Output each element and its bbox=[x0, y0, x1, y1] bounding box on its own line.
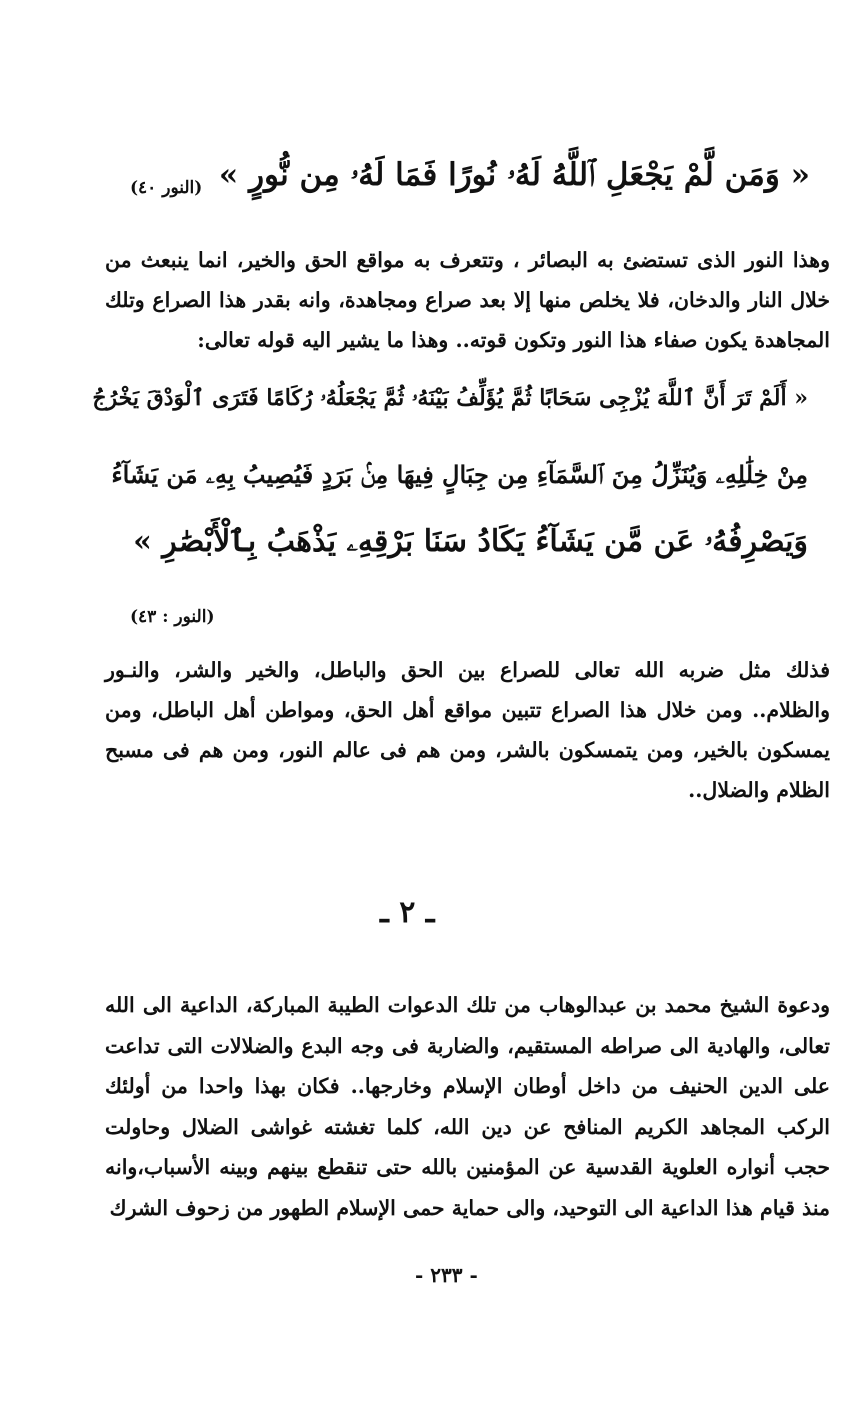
quran-verse-2-line-1: « أَلَمْ تَرَ أَنَّ ٱللَّهَ يُزْجِى سَحَابًا ثُمَّ يُؤَلِّفُ بَيْنَهُۥ ثُمَّ يَجْعَلُهُۥ رُكَامًا فَتَرَى ٱلْوَدْقَ يَخْرُجُ bbox=[92, 385, 808, 411]
paragraph-1: وهذا النور الذى تستضئ به البصائر ، وتتعرف به مواقع الحق والخير، انما ينبعث من خلال النار والدخان، فلا يخلص منها إلا بعد صراع ومجاهدة، وانه بقدر هذا الصراع وتلك المجاهدة يكون صفاء هذا النور وتكون قوته.. وهذا ما يشير اليه قوله تعالى: bbox=[105, 248, 830, 352]
verse-1-reference: (النور ٤٠) bbox=[130, 178, 203, 198]
quran-verse-2-line-2: مِنْ خِلَٰلِهِۦ وَيُنَزِّلُ مِنَ ٱلسَّمَآءِ مِن جِبَالٍ فِيهَا مِنۢ بَرَدٍ فَيُصِيبُ بِهِۦ مَن يَشَآءُ bbox=[111, 460, 808, 489]
quran-verse-1: « وَمَن لَّمْ يَجْعَلِ ٱللَّهُ لَهُۥ نُورًا فَمَا لَهُۥ مِن نُّورٍ » bbox=[218, 157, 810, 193]
page-number: - ٢٣٣ - bbox=[415, 1263, 478, 1287]
section-number: ـ ٢ ـ bbox=[380, 895, 435, 930]
verse-2-reference: (النور : ٤٣) bbox=[130, 607, 215, 627]
paragraph-3: ودعوة الشيخ محمد بن عبدالوهاب من تلك الدعوات الطيبة المباركة، الداعية الى الله تعالى، والهادية الى صراطه المستقيم، والضاربة فى وجه البدع والضلالات التى تداعت على الدين الحنيف من داخل أوطان الإسلام وخارجها.. فكان بهذا واحدا من أولئك الركب المجاهد الكريم المنافح عن دين الله، كلما تغشته غواشى الضلال وحاولت حجب أنواره العلوية القدسية عن المؤمنين بالله حتى تنقطع بينهم وبينه الأسباب،وانه منذ قيام هذا الداعية الى التوحيد، والى حماية حمى الإسلام الطهور من زحوف الشرك bbox=[105, 993, 830, 1220]
paragraph-2: فذلك مثل ضربه الله تعالى للصراع بين الحق والباطل، والخير والشر، والنـور والظلام.. ومن خلال هذا الصراع تتبين مواقع أهل الحق، ومواطن أهل الباطل، ومن يمسكون بالخير، ومن يتمسكون بالشر، ومن هم فى عالم النور، ومن هم فى مسبح الظلام والضلال.. bbox=[105, 658, 830, 802]
quran-verse-2-line-3: وَيَصْرِفُهُۥ عَن مَّن يَشَآءُ يَكَادُ سَنَا بَرْقِهِۦ يَذْهَبُ بِٱلْأَبْصَٰرِ » bbox=[133, 524, 808, 559]
